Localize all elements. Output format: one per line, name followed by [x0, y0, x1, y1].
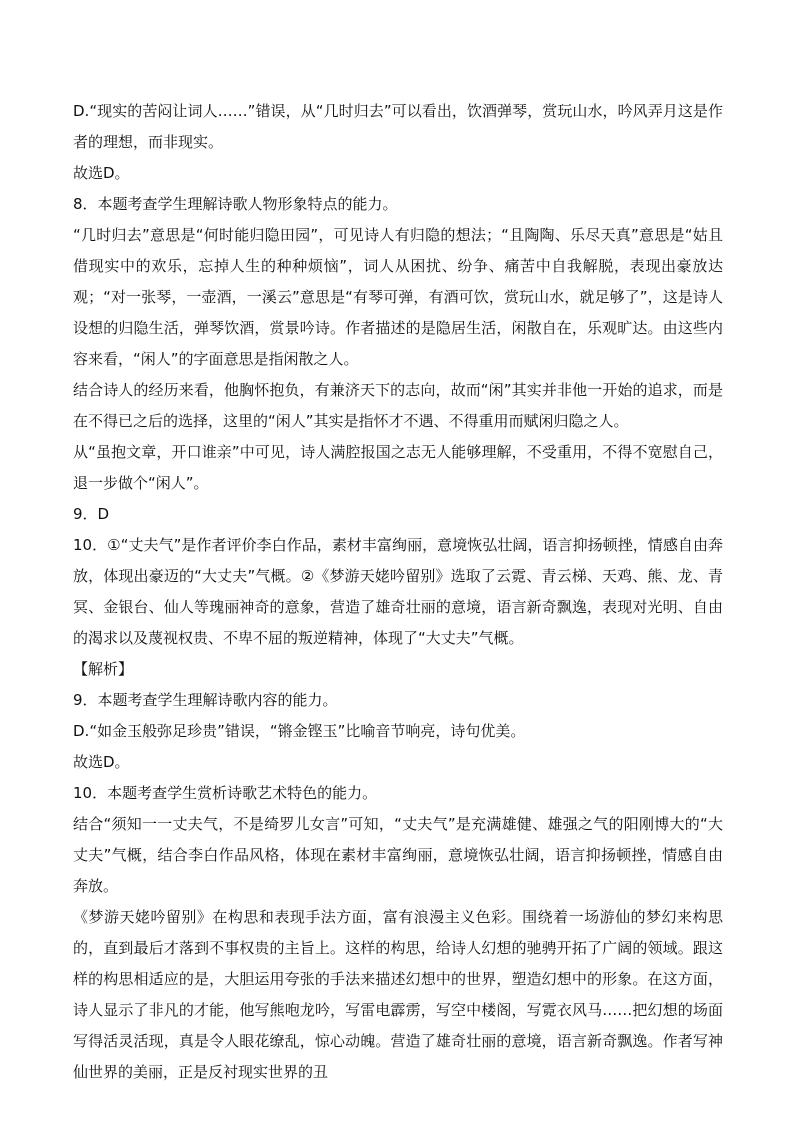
- paragraph-answer-d-explanation: D.“现实的苦闷让词人……”错误，从“几时归去”可以看出，饮酒弹琴，赏玩山水，吟风弄月这是作者的理想，而非现实。: [73, 102, 723, 151]
- paragraph-q9-option-d: D.“如金玉般弥足珍贵”错误，“锵金铿玉”比喻音节响亮，诗句优美。: [73, 722, 526, 740]
- paragraph-q9-heading: 9．本题考查学生理解诗歌内容的能力。: [73, 691, 338, 709]
- paragraph-q9-choose-d: 故选D。: [73, 753, 130, 771]
- paragraph-q9-answer: 9．D: [73, 505, 110, 523]
- paragraph-q10-spirit: 结合“须知一一丈夫气，不是绮罗儿女言”可知，“丈夫气”是充满雄健、雄强之气的阳刚博大的“大丈夫”气概，结合李白作品风格，体现在素材丰富绚丽，意境恢弘壮阔，语言抑扬顿挫，情感自由奔放。: [73, 815, 723, 895]
- document-body: [73, 96, 723, 1088]
- paragraph-choose-d: 故选D。: [73, 164, 130, 182]
- paragraph-q8-heading: 8．本题考查学生理解诗歌人物形象特点的能力。: [73, 195, 398, 213]
- paragraph-q10-heading: 10．本题考查学生赏析诗歌艺术特色的能力。: [73, 784, 378, 802]
- paragraph-q10-answer: 10．①“丈夫气”是作者评价李白作品，素材丰富绚丽，意境恢弘壮阔，语言抑扬顿挫，情感自由奔放，体现出豪迈的“大丈夫”气概。②《梦游天姥吟留别》选取了云霓、青云梯、天鸡、熊、龙、青冥、金银台、仙人等瑰丽神奇的意象，营造了雄奇壮丽的意境，语言新奇飘逸，表现对光明、自由的渴求以及蔑视权贵、不卑不屈的叛逆精神，体现了“大丈夫”气概。: [73, 536, 723, 647]
- paragraph-q10-poem-analysis: 《梦游天姥吟留别》在构思和表现手法方面，富有浪漫主义色彩。围绕着一场游仙的梦幻来构思的，直到最后才落到不事权贵的主旨上。这样的构思，给诗人幻想的驰骋开拓了广阔的领域。跟这样的构思相适应的是，大胆运用夸张的手法来描述幻想中的世界，塑造幻想中的形象。在这方面，诗人显示了非凡的才能，他写熊咆龙吟，写雷电霹雳，写空中楼阁，写霓衣风马……把幻想的场面写得活灵活现，真是令人眼花缭乱，惊心动魄。营造了雄奇壮丽的意境，语言新奇飘逸。作者写神仙世界的美丽，正是反衬现实世界的丑: [73, 908, 723, 1081]
- paragraph-q8-experience: 结合诗人的经历来看，他胸怀抱负，有兼济天下的志向，故而“闲”其实并非他一开始的追求，而是在不得已之后的选择，这里的“闲人”其实是指怀才不遇、不得重用而赋闲归隐之人。: [73, 381, 723, 430]
- paragraph-q8-analysis: “几时归去”意思是“何时能归隐田园”，可见诗人有归隐的想法；“且陶陶、乐尽天真”意思是“姑且借现实中的欢乐，忘掉人生的种种烦恼”，词人从困扰、纷争、痛苦中自我解脱，表现出豪放达观；“对一张琴，一壶酒，一溪云”意思是“有琴可弹，有酒可饮，赏玩山水，就足够了”，这是诗人设想的归隐生活，弹琴饮酒，赏景吟诗。作者描述的是隐居生活，闲散自在，乐观旷达。由这些内容来看，“闲人”的字面意思是指闲散之人。: [73, 226, 723, 368]
- paragraph-analysis-label: 【解析】: [73, 660, 134, 678]
- paragraph-q8-conclusion: 从“虽抱文章，开口谁亲”中可见，诗人满腔报国之志无人能够理解，不受重用，不得不宽慰自己，退一步做个“闲人”。: [73, 443, 723, 492]
